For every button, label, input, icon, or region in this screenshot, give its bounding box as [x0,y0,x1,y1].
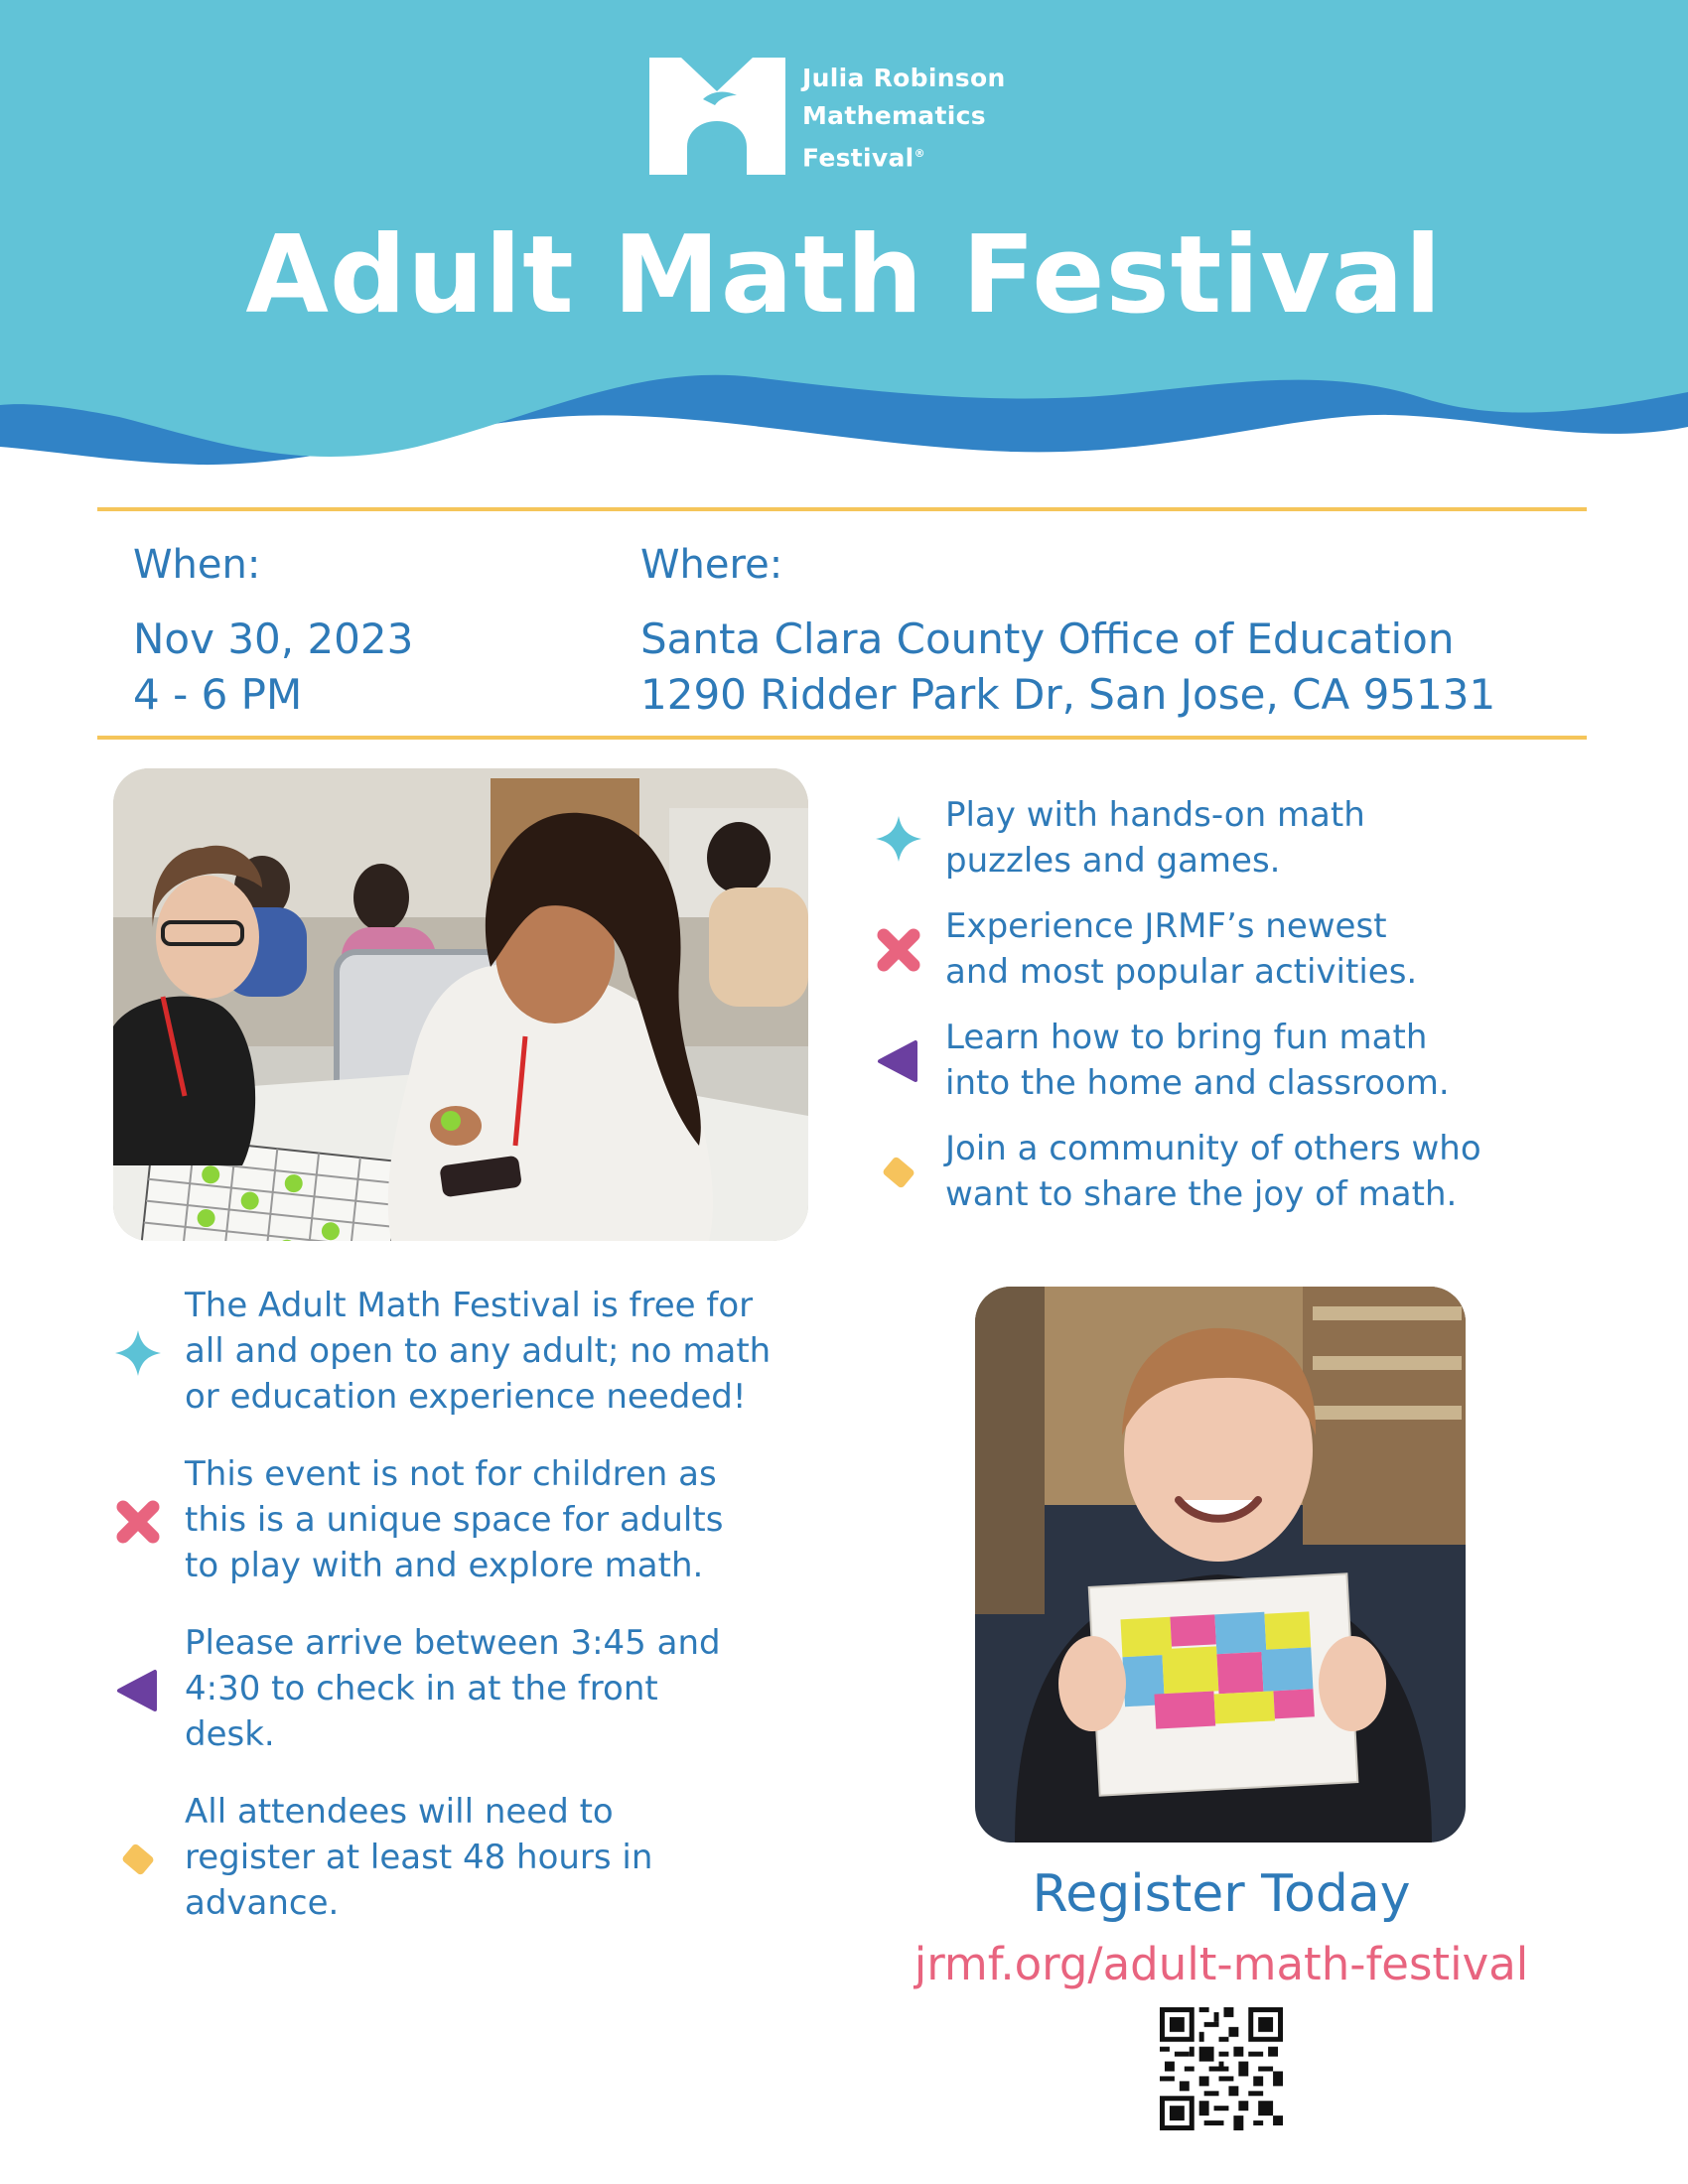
when-label: When: [133,542,261,588]
detail-text-line: All attendees will need to [185,1792,614,1832]
participant-photo [975,1287,1466,1843]
yellow-diamond-icon [874,1148,923,1197]
teal-sparkle-icon [874,814,923,864]
detail-text [185,1451,880,1588]
highlight-text [945,903,1640,995]
detail-text [185,1283,880,1420]
venue-address: 1290 Ridder Park Dr, San Jose, CA 95131 [640,670,1496,719]
teal-sparkle-icon [113,1328,163,1378]
highlight-text-line: Play with hands-on math [945,795,1365,835]
event-date: Nov 30, 2023 [133,614,414,663]
classroom-photo [113,768,808,1241]
detail-text-line: 4:30 to check in at the front [185,1669,658,1708]
logo-line-3-text: Festival [802,143,914,173]
purple-triangle-icon [874,1036,923,1086]
where-label: Where: [640,542,783,588]
register-heading: Register Today [1032,1864,1411,1924]
jrmf-logo[interactable] [645,52,1048,181]
pink-x-icon [113,1497,163,1547]
pink-x-icon [874,925,923,975]
highlight-text-line: Experience JRMF’s newest [945,906,1387,946]
highlight-text [945,792,1640,884]
logo-line-3 [802,135,1006,177]
highlight-text-line: puzzles and games. [945,841,1281,881]
highlight-text-line: and most popular activities. [945,952,1418,992]
highlight-text-line: Learn how to bring fun math [945,1018,1428,1057]
jrmf-logo-icon [645,52,789,179]
detail-text-line: advance. [185,1883,340,1923]
logo-wordmark [802,60,1006,177]
detail-text [185,1620,880,1757]
logo-line-1: Julia Robinson [802,64,1006,92]
detail-text-line: register at least 48 hours in [185,1838,653,1877]
register-link[interactable]: jrmf.org/adult-math-festival [914,1938,1529,1990]
bottom-divider [97,736,1587,740]
detail-text-line: all and open to any adult; no math [185,1331,772,1371]
detail-text-line: or education experience needed! [185,1377,747,1417]
purple-triangle-icon [113,1666,163,1715]
detail-text-line: to play with and explore math. [185,1546,704,1585]
yellow-diamond-icon [113,1835,163,1884]
highlight-text [945,1015,1640,1106]
highlight-text-line: Join a community of others who [945,1129,1481,1168]
top-divider [97,507,1587,511]
registered-mark: ® [914,147,925,160]
detail-text-line: Please arrive between 3:45 and [185,1623,721,1663]
detail-text-line: this is a unique space for adults [185,1500,724,1540]
detail-text-line: The Adult Math Festival is free for [185,1286,754,1325]
event-time: 4 - 6 PM [133,670,303,719]
detail-text-line: This event is not for children as [185,1454,717,1494]
logo-line-2: Mathematics [802,101,986,130]
highlights-list [874,792,1668,1229]
highlight-text [945,1126,1660,1217]
detail-text-line: desk. [185,1714,275,1754]
detail-text [185,1789,880,1926]
page-title: Adult Math Festival [245,213,1443,338]
details-list [113,1283,868,1938]
header-banner [0,0,1688,477]
highlight-text-line: into the home and classroom. [945,1063,1450,1103]
venue-name: Santa Clara County Office of Education [640,614,1455,663]
qr-code-icon[interactable] [1160,2007,1283,2130]
highlight-text-line: want to share the joy of math. [945,1174,1458,1214]
